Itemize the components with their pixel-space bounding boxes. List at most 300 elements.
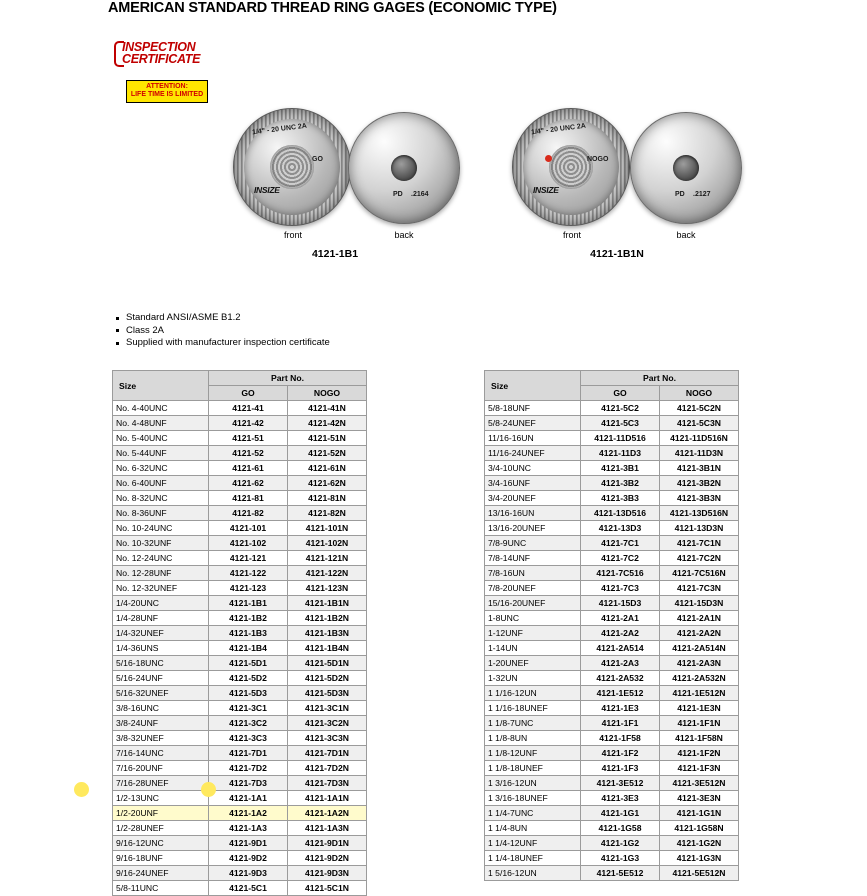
cell-size: 3/4-16UNF — [485, 476, 581, 491]
cell-size: 1-32UN — [485, 671, 581, 686]
cell-size: 1/4-20UNC — [113, 596, 209, 611]
cell-go-partno: 4121-1B4 — [209, 641, 288, 656]
table-row — [113, 506, 367, 521]
cell-size: 11/16-24UNEF — [485, 446, 581, 461]
table-row — [485, 476, 739, 491]
table-header-row — [113, 371, 367, 386]
cell-go-partno: 4121-3E3 — [581, 791, 660, 806]
cell-size: 1 1/16-18UNEF — [485, 701, 581, 716]
table-row — [113, 671, 367, 686]
cell-go-partno: 4121-1B1 — [209, 596, 288, 611]
cell-size: 1-14UN — [485, 641, 581, 656]
cell-nogo-partno: 4121-1F1N — [660, 716, 739, 731]
table-row — [113, 836, 367, 851]
column-header-go: GO — [581, 386, 660, 401]
table-row — [485, 716, 739, 731]
cell-go-partno: 4121-5C3 — [581, 416, 660, 431]
cell-nogo-partno: 4121-1B2N — [288, 611, 367, 626]
cell-go-partno: 4121-7C3 — [581, 581, 660, 596]
cell-size: 5/16-32UNEF — [113, 686, 209, 701]
cell-go-partno: 4121-9D2 — [209, 851, 288, 866]
cell-nogo-partno: 4121-5D1N — [288, 656, 367, 671]
cell-nogo-partno: 4121-3C3N — [288, 731, 367, 746]
cell-nogo-partno: 4121-1B3N — [288, 626, 367, 641]
table-row — [113, 626, 367, 641]
cell-go-partno: 4121-3B1 — [581, 461, 660, 476]
feature-list — [116, 312, 330, 350]
cell-nogo-partno: 4121-2A514N — [660, 641, 739, 656]
gage-right-front-thread-icon — [549, 145, 593, 189]
cell-nogo-partno: 4121-1E3N — [660, 701, 739, 716]
cell-size: No. 8-36UNF — [113, 506, 209, 521]
cell-nogo-partno: 4121-7C2N — [660, 551, 739, 566]
table-row — [485, 491, 739, 506]
cell-size: 5/8-24UNEF — [485, 416, 581, 431]
table-row — [485, 401, 739, 416]
cell-nogo-partno: 4121-82N — [288, 506, 367, 521]
cell-size: 1 1/4-18UNEF — [485, 851, 581, 866]
cell-size: No. 6-32UNC — [113, 461, 209, 476]
cell-go-partno: 4121-3C2 — [209, 716, 288, 731]
cell-size: 1 1/8-12UNF — [485, 746, 581, 761]
cell-nogo-partno: 4121-7D2N — [288, 761, 367, 776]
cell-go-partno: 4121-7D1 — [209, 746, 288, 761]
table-body-left — [113, 401, 367, 896]
cell-size: 7/8-20UNEF — [485, 581, 581, 596]
gage-left-front-type-engraving: GO — [312, 156, 323, 163]
cell-size: 1-20UNEF — [485, 656, 581, 671]
table-row — [113, 761, 367, 776]
table-row — [113, 566, 367, 581]
cell-size: 5/8-18UNF — [485, 401, 581, 416]
cell-go-partno: 4121-102 — [209, 536, 288, 551]
page-title: AMERICAN STANDARD THREAD RING GAGES (ECONOMIC TYPE) — [108, 0, 557, 16]
cell-nogo-partno: 4121-13D516N — [660, 506, 739, 521]
cell-nogo-partno: 4121-52N — [288, 446, 367, 461]
table-row — [485, 431, 739, 446]
cell-size: No. 12-32UNEF — [113, 581, 209, 596]
table-row — [113, 656, 367, 671]
table-row — [113, 851, 367, 866]
gage-left-back-image — [348, 112, 460, 224]
cell-go-partno: 4121-2A1 — [581, 611, 660, 626]
gage-right-back-pd-label: PD — [675, 191, 685, 198]
table-row — [485, 821, 739, 836]
cell-go-partno: 4121-52 — [209, 446, 288, 461]
cell-go-partno: 4121-5D2 — [209, 671, 288, 686]
cell-go-partno: 4121-1G1 — [581, 806, 660, 821]
cell-size: 9/16-18UNF — [113, 851, 209, 866]
attention-line2: LIFE TIME IS LIMITED — [130, 91, 204, 99]
cell-nogo-partno: 4121-2A3N — [660, 656, 739, 671]
cell-nogo-partno: 4121-3C1N — [288, 701, 367, 716]
column-header-size: Size — [113, 371, 209, 401]
gage-left-back-pd-value: .2164 — [411, 191, 429, 198]
cell-size: No. 12-24UNC — [113, 551, 209, 566]
table-row — [485, 836, 739, 851]
table-row — [113, 446, 367, 461]
cell-size: 1 1/4-8UN — [485, 821, 581, 836]
cell-size: No. 4-40UNC — [113, 401, 209, 416]
gage-right-back-image — [630, 112, 742, 224]
cell-go-partno: 4121-3C1 — [209, 701, 288, 716]
cell-size: 1/2-28UNEF — [113, 821, 209, 836]
certificate-line2: CERTIFICATE — [122, 52, 201, 66]
cell-go-partno: 4121-5C1 — [209, 881, 288, 896]
cell-go-partno: 4121-3E512 — [581, 776, 660, 791]
cell-go-partno: 4121-101 — [209, 521, 288, 536]
cell-go-partno: 4121-41 — [209, 401, 288, 416]
cell-size: No. 5-44UNF — [113, 446, 209, 461]
cell-nogo-partno: 4121-51N — [288, 431, 367, 446]
cell-go-partno: 4121-5D3 — [209, 686, 288, 701]
cell-size: 7/16-20UNF — [113, 761, 209, 776]
cell-size: No. 4-48UNF — [113, 416, 209, 431]
cell-go-partno: 4121-42 — [209, 416, 288, 431]
table-row — [485, 461, 739, 476]
cell-size: 9/16-24UNEF — [113, 866, 209, 881]
cell-go-partno: 4121-1G58 — [581, 821, 660, 836]
gage-left-front-image — [233, 108, 351, 226]
cell-size: 1/2-20UNF — [113, 806, 209, 821]
table-row — [485, 791, 739, 806]
product-images — [0, 100, 867, 270]
cell-go-partno: 4121-1F3 — [581, 761, 660, 776]
cell-nogo-partno: 4121-3C2N — [288, 716, 367, 731]
cell-go-partno: 4121-7C2 — [581, 551, 660, 566]
cell-size: 3/8-24UNF — [113, 716, 209, 731]
feature-item: Class 2A — [116, 325, 330, 338]
cell-nogo-partno: 4121-1A3N — [288, 821, 367, 836]
cell-nogo-partno: 4121-7C1N — [660, 536, 739, 551]
cell-size: 1 3/16-12UN — [485, 776, 581, 791]
gage-left-back-pd-label: PD — [393, 191, 403, 198]
cell-nogo-partno: 4121-2A2N — [660, 626, 739, 641]
cell-nogo-partno: 4121-3B1N — [660, 461, 739, 476]
cell-nogo-partno: 4121-13D3N — [660, 521, 739, 536]
table-row — [485, 551, 739, 566]
cell-go-partno: 4121-7C516 — [581, 566, 660, 581]
table-row — [113, 716, 367, 731]
table-row — [485, 866, 739, 881]
cell-nogo-partno: 4121-11D516N — [660, 431, 739, 446]
cell-nogo-partno: 4121-9D3N — [288, 866, 367, 881]
cell-size: 3/8-16UNC — [113, 701, 209, 716]
cell-nogo-partno: 4121-2A532N — [660, 671, 739, 686]
cell-nogo-partno: 4121-1F3N — [660, 761, 739, 776]
cell-go-partno: 4121-62 — [209, 476, 288, 491]
cell-size: 7/16-14UNC — [113, 746, 209, 761]
cell-nogo-partno: 4121-5E512N — [660, 866, 739, 881]
cell-go-partno: 4121-5D1 — [209, 656, 288, 671]
cell-nogo-partno: 4121-9D2N — [288, 851, 367, 866]
table-row — [485, 731, 739, 746]
cell-nogo-partno: 4121-1A2N — [288, 806, 367, 821]
cell-go-partno: 4121-2A3 — [581, 656, 660, 671]
cell-nogo-partno: 4121-1G1N — [660, 806, 739, 821]
part-number-table-left — [112, 370, 367, 896]
cell-size: 7/8-14UNF — [485, 551, 581, 566]
cell-go-partno: 4121-5E512 — [581, 866, 660, 881]
cell-size: 1 1/8-18UNEF — [485, 761, 581, 776]
table-row — [113, 596, 367, 611]
cell-size: 13/16-20UNEF — [485, 521, 581, 536]
column-header-nogo: NOGO — [288, 386, 367, 401]
cell-go-partno: 4121-7C1 — [581, 536, 660, 551]
gage-right-front-brand: INSIZE — [533, 185, 559, 195]
table-row — [113, 731, 367, 746]
table-row — [485, 596, 739, 611]
cell-go-partno: 4121-1F58 — [581, 731, 660, 746]
cell-size: No. 6-40UNF — [113, 476, 209, 491]
table-row — [485, 746, 739, 761]
cell-size: 1/4-28UNF — [113, 611, 209, 626]
table-row — [485, 701, 739, 716]
cell-go-partno: 4121-123 — [209, 581, 288, 596]
cell-go-partno: 4121-13D3 — [581, 521, 660, 536]
cell-size: 5/16-18UNC — [113, 656, 209, 671]
cell-nogo-partno: 4121-81N — [288, 491, 367, 506]
column-header-partno: Part No. — [581, 371, 739, 386]
cell-size: 1-12UNF — [485, 626, 581, 641]
cell-nogo-partno: 4121-5D2N — [288, 671, 367, 686]
cell-nogo-partno: 4121-2A1N — [660, 611, 739, 626]
gage-right-front-size-engraving: 1/4" - 20 UNC 2A — [530, 122, 587, 137]
table-row — [113, 881, 367, 896]
cell-go-partno: 4121-2A532 — [581, 671, 660, 686]
feature-item: Standard ANSI/ASME B1.2 — [116, 312, 330, 325]
cell-go-partno: 4121-122 — [209, 566, 288, 581]
cell-size: 1 1/4-12UNF — [485, 836, 581, 851]
cell-go-partno: 4121-1E3 — [581, 701, 660, 716]
cell-go-partno: 4121-5C2 — [581, 401, 660, 416]
cell-go-partno: 4121-11D3 — [581, 446, 660, 461]
nogo-red-dot-icon — [545, 155, 552, 162]
cell-size: 1 1/4-7UNC — [485, 806, 581, 821]
cell-size: 3/4-20UNEF — [485, 491, 581, 506]
cell-nogo-partno: 4121-3B3N — [660, 491, 739, 506]
cell-nogo-partno: 4121-122N — [288, 566, 367, 581]
cell-go-partno: 4121-1B2 — [209, 611, 288, 626]
cell-nogo-partno: 4121-121N — [288, 551, 367, 566]
cell-size: 7/8-16UN — [485, 566, 581, 581]
cell-nogo-partno: 4121-1G3N — [660, 851, 739, 866]
cell-nogo-partno: 4121-11D3N — [660, 446, 739, 461]
inspection-certificate-logo — [114, 41, 234, 69]
table-row — [113, 791, 367, 806]
cell-go-partno: 4121-51 — [209, 431, 288, 446]
gage-right-model: 4121-1B1N — [590, 248, 644, 260]
attention-line1: ATTENTION: — [146, 83, 188, 90]
cell-go-partno: 4121-1A2 — [209, 806, 288, 821]
gage-left-front-caption: front — [283, 230, 302, 240]
cell-size: 1 1/8-7UNC — [485, 716, 581, 731]
table-row — [485, 806, 739, 821]
certificate-line1: INSPECTION — [122, 40, 196, 54]
table-row — [485, 566, 739, 581]
cell-size: No. 10-24UNC — [113, 521, 209, 536]
cell-nogo-partno: 4121-61N — [288, 461, 367, 476]
cell-nogo-partno: 4121-3E3N — [660, 791, 739, 806]
gage-left-back-caption: back — [394, 230, 414, 240]
cell-size: No. 10-32UNF — [113, 536, 209, 551]
column-header-nogo: NOGO — [660, 386, 739, 401]
cell-go-partno: 4121-13D516 — [581, 506, 660, 521]
gage-right-back-pd-value: .2127 — [693, 191, 711, 198]
column-header-go: GO — [209, 386, 288, 401]
cell-nogo-partno: 4121-1F58N — [660, 731, 739, 746]
cell-nogo-partno: 4121-42N — [288, 416, 367, 431]
cell-go-partno: 4121-1G3 — [581, 851, 660, 866]
cell-nogo-partno: 4121-7C3N — [660, 581, 739, 596]
part-number-table-right — [484, 370, 739, 881]
table-row — [113, 401, 367, 416]
gage-left-back-hole — [391, 155, 417, 181]
cell-size: 1/4-32UNEF — [113, 626, 209, 641]
table-row — [113, 536, 367, 551]
cell-nogo-partno: 4121-41N — [288, 401, 367, 416]
cell-nogo-partno: 4121-1B4N — [288, 641, 367, 656]
table-row — [113, 461, 367, 476]
cell-size: 3/8-32UNEF — [113, 731, 209, 746]
table-row — [485, 506, 739, 521]
cell-nogo-partno: 4121-3E512N — [660, 776, 739, 791]
table-row — [113, 611, 367, 626]
cell-nogo-partno: 4121-1F2N — [660, 746, 739, 761]
cell-size: 11/16-16UN — [485, 431, 581, 446]
table-row — [485, 656, 739, 671]
table-row — [113, 686, 367, 701]
table-row — [485, 851, 739, 866]
column-header-size: Size — [485, 371, 581, 401]
table-row — [113, 476, 367, 491]
cell-size: 5/8-11UNC — [113, 881, 209, 896]
cell-go-partno: 4121-7D2 — [209, 761, 288, 776]
table-row — [113, 806, 367, 821]
table-row — [113, 641, 367, 656]
cell-go-partno: 4121-121 — [209, 551, 288, 566]
cell-go-partno: 4121-9D3 — [209, 866, 288, 881]
table-row — [113, 551, 367, 566]
cell-nogo-partno: 4121-123N — [288, 581, 367, 596]
cell-go-partno: 4121-15D3 — [581, 596, 660, 611]
cell-size: 15/16-20UNEF — [485, 596, 581, 611]
cell-go-partno: 4121-3B3 — [581, 491, 660, 506]
gage-left-front-brand: INSIZE — [254, 185, 280, 195]
cell-go-partno: 4121-3B2 — [581, 476, 660, 491]
cell-go-partno: 4121-11D516 — [581, 431, 660, 446]
cell-size: No. 12-28UNF — [113, 566, 209, 581]
table-body-right — [485, 401, 739, 881]
gage-left-model: 4121-1B1 — [311, 248, 359, 260]
cell-go-partno: 4121-1A1 — [209, 791, 288, 806]
cell-nogo-partno: 4121-7D1N — [288, 746, 367, 761]
cell-go-partno: 4121-1F2 — [581, 746, 660, 761]
table-row — [485, 581, 739, 596]
gage-right-back-hole — [673, 155, 699, 181]
table-header-row — [485, 371, 739, 386]
cell-size: 7/8-9UNC — [485, 536, 581, 551]
cell-size: 3/4-10UNC — [485, 461, 581, 476]
cell-nogo-partno: 4121-1G58N — [660, 821, 739, 836]
cell-nogo-partno: 4121-15D3N — [660, 596, 739, 611]
cell-size: 1 1/8-8UN — [485, 731, 581, 746]
cell-nogo-partno: 4121-102N — [288, 536, 367, 551]
selection-marker-left — [74, 782, 89, 797]
cell-nogo-partno: 4121-5C3N — [660, 416, 739, 431]
table-row — [485, 671, 739, 686]
cell-go-partno: 4121-9D1 — [209, 836, 288, 851]
column-header-partno: Part No. — [209, 371, 367, 386]
cell-nogo-partno: 4121-5D3N — [288, 686, 367, 701]
selection-marker-right — [201, 782, 216, 797]
cell-size: 1 5/16-12UN — [485, 866, 581, 881]
cell-go-partno: 4121-7D3 — [209, 776, 288, 791]
gage-left-front-thread-icon — [270, 145, 314, 189]
table-row — [485, 446, 739, 461]
table-row — [113, 701, 367, 716]
cell-nogo-partno: 4121-1G2N — [660, 836, 739, 851]
cell-size: 7/16-28UNEF — [113, 776, 209, 791]
cell-size: 13/16-16UN — [485, 506, 581, 521]
cell-nogo-partno: 4121-7C516N — [660, 566, 739, 581]
table-row — [113, 776, 367, 791]
cell-nogo-partno: 4121-1B1N — [288, 596, 367, 611]
cell-go-partno: 4121-3C3 — [209, 731, 288, 746]
gage-right-back-caption: back — [676, 230, 696, 240]
gage-right-front-type-engraving: NOGO — [587, 156, 609, 163]
cell-nogo-partno: 4121-5C1N — [288, 881, 367, 896]
cell-go-partno: 4121-1B3 — [209, 626, 288, 641]
table-row — [485, 611, 739, 626]
cell-size: No. 8-32UNC — [113, 491, 209, 506]
table-row — [113, 521, 367, 536]
cell-nogo-partno: 4121-62N — [288, 476, 367, 491]
cell-size: 1-8UNC — [485, 611, 581, 626]
cell-nogo-partno: 4121-7D3N — [288, 776, 367, 791]
gage-left-front-size-engraving: 1/4" - 20 UNC 2A — [251, 122, 308, 137]
cell-size: 1 1/16-12UN — [485, 686, 581, 701]
cell-go-partno: 4121-81 — [209, 491, 288, 506]
cell-nogo-partno: 4121-9D1N — [288, 836, 367, 851]
cell-go-partno: 4121-1F1 — [581, 716, 660, 731]
table-row — [485, 686, 739, 701]
cell-go-partno: 4121-61 — [209, 461, 288, 476]
cell-go-partno: 4121-1A3 — [209, 821, 288, 836]
cell-nogo-partno: 4121-1A1N — [288, 791, 367, 806]
table-row — [113, 491, 367, 506]
table-row — [485, 536, 739, 551]
table-row — [485, 776, 739, 791]
cell-size: No. 5-40UNC — [113, 431, 209, 446]
table-row — [485, 626, 739, 641]
cell-go-partno: 4121-2A514 — [581, 641, 660, 656]
cell-nogo-partno: 4121-5C2N — [660, 401, 739, 416]
cell-nogo-partno: 4121-101N — [288, 521, 367, 536]
cell-size: 1/4-36UNS — [113, 641, 209, 656]
cell-size: 1/2-13UNC — [113, 791, 209, 806]
cell-size: 1 3/16-18UNEF — [485, 791, 581, 806]
cell-go-partno: 4121-2A2 — [581, 626, 660, 641]
cell-go-partno: 4121-1E512 — [581, 686, 660, 701]
cell-go-partno: 4121-1G2 — [581, 836, 660, 851]
table-row — [485, 761, 739, 776]
feature-item: Supplied with manufacturer inspection certificate — [116, 337, 330, 350]
cell-nogo-partno: 4121-1E512N — [660, 686, 739, 701]
table-row — [113, 416, 367, 431]
table-row — [485, 416, 739, 431]
table-row — [113, 581, 367, 596]
